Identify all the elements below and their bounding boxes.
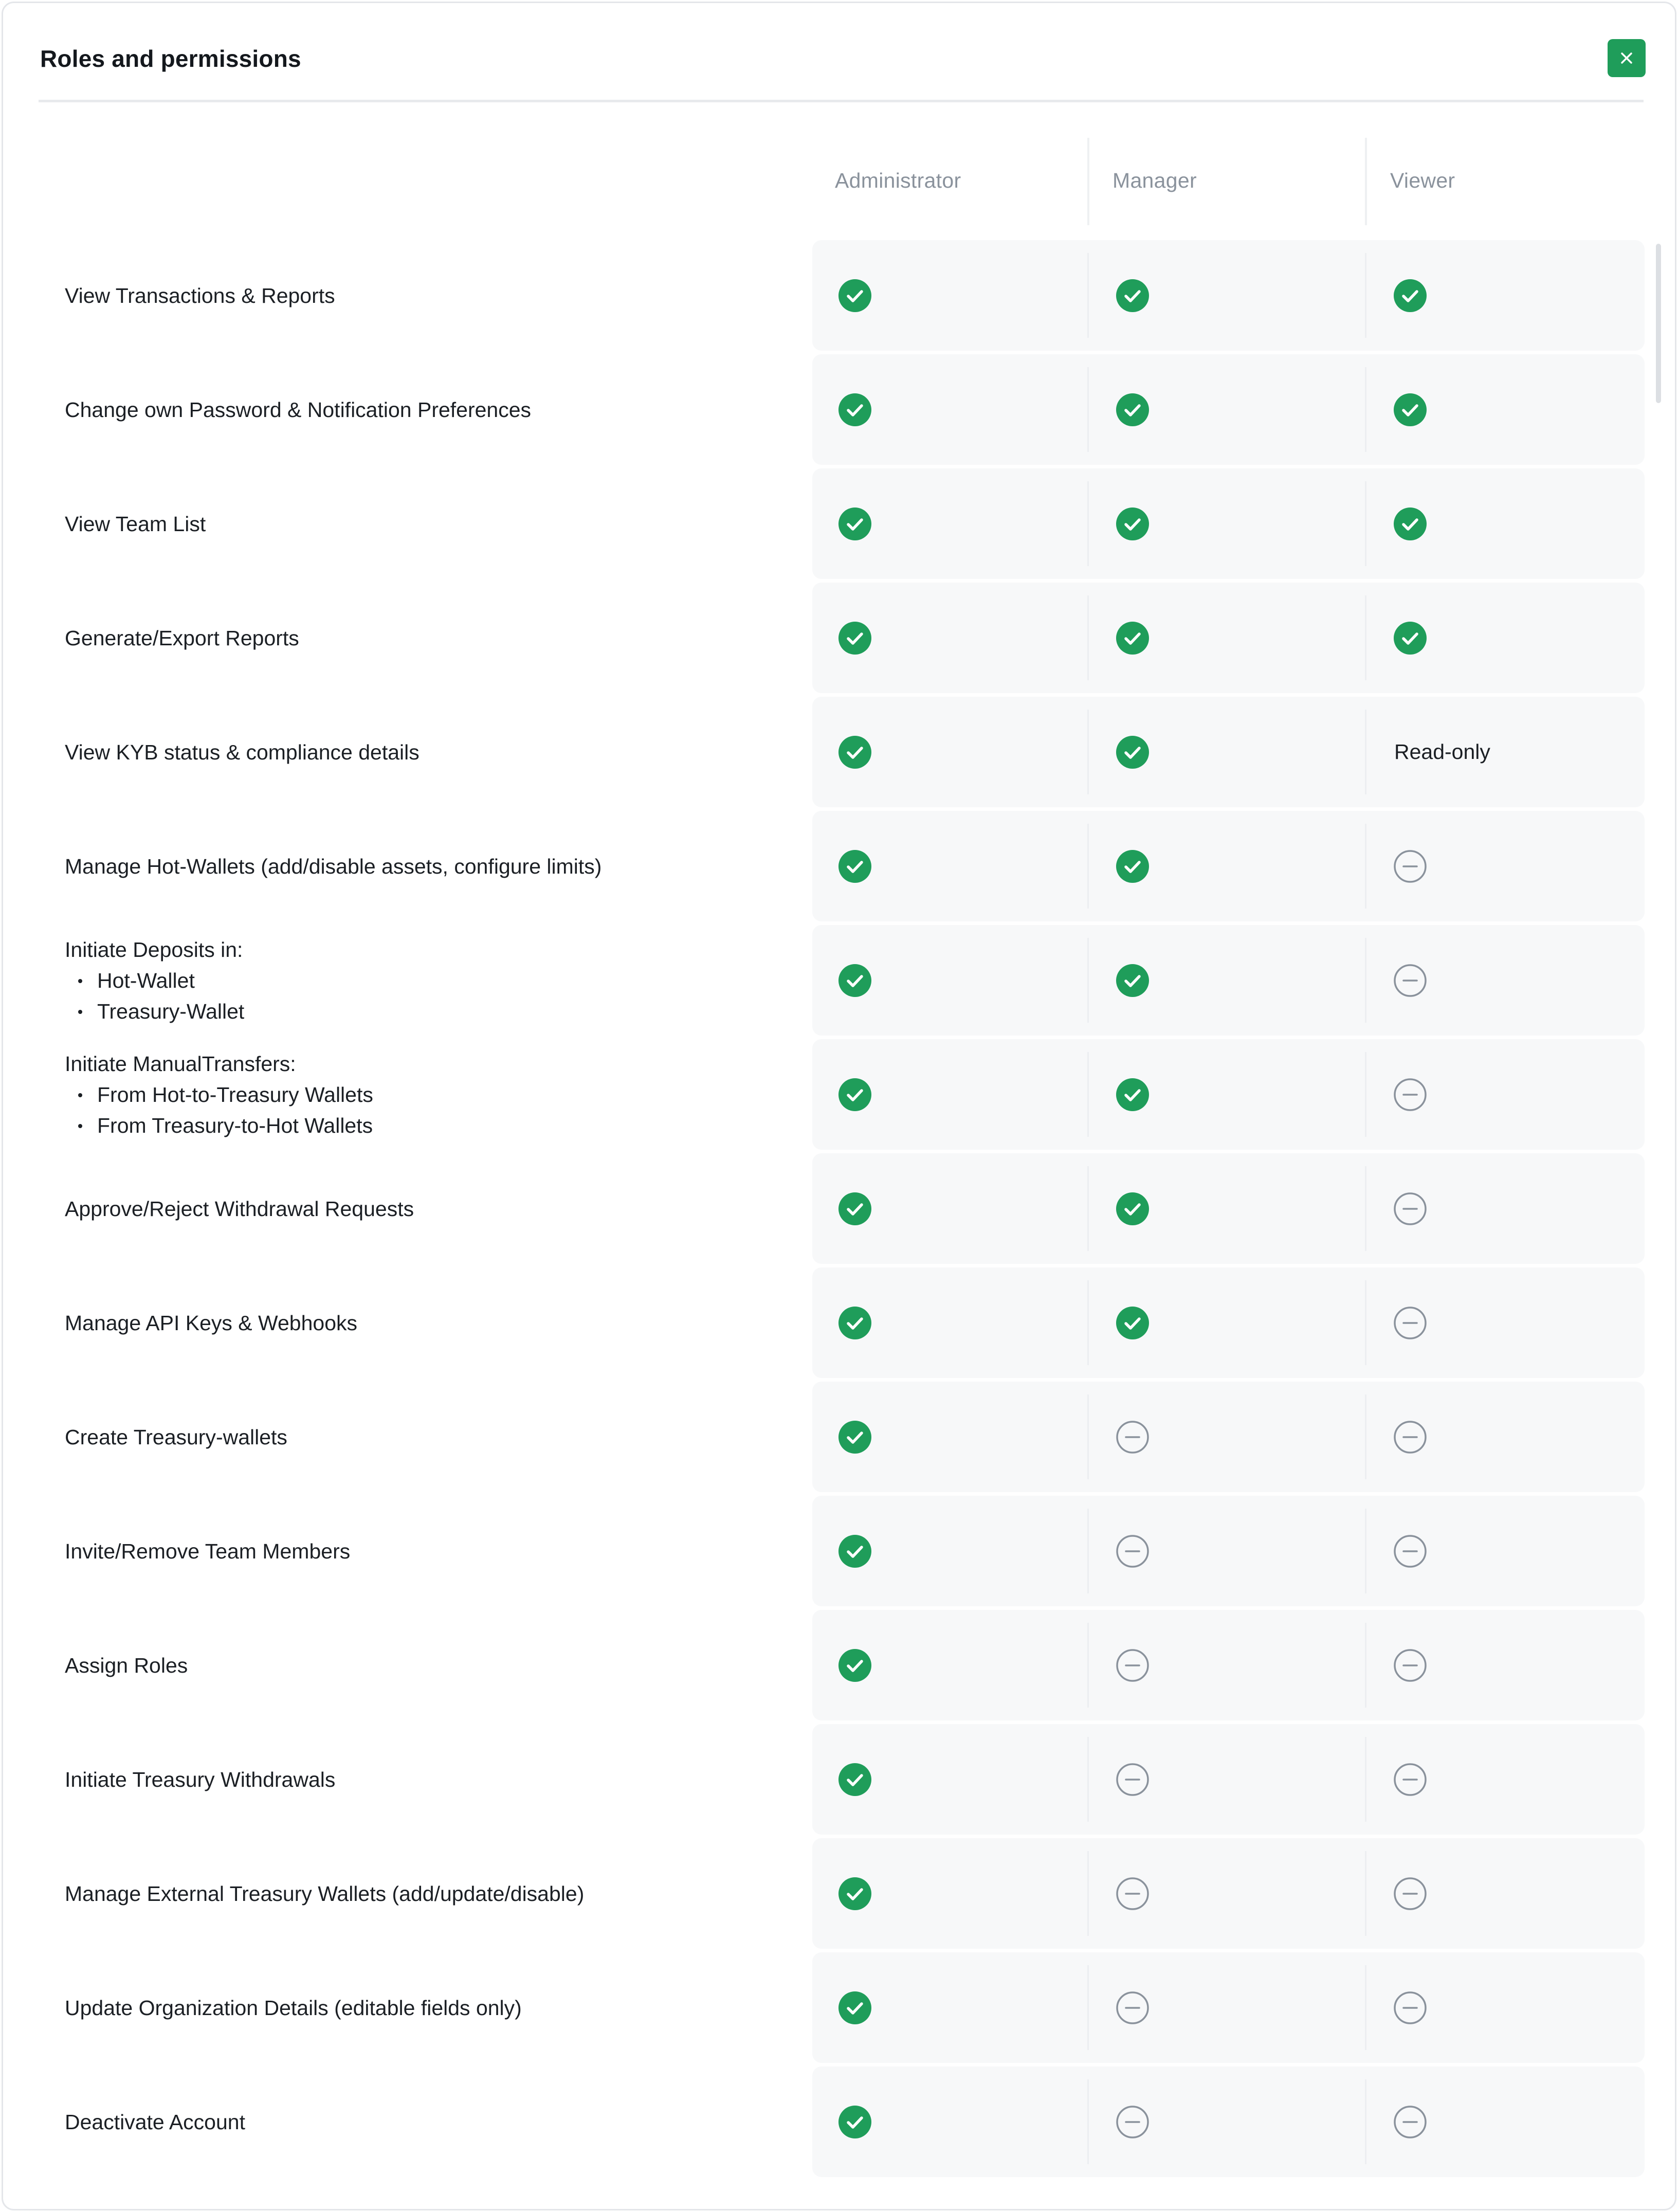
minus-circle-icon [1393, 1306, 1427, 1340]
permission-cell-manager [1116, 583, 1150, 693]
permission-cell-administrator [838, 1153, 872, 1264]
permission-cell-viewer [1393, 240, 1427, 351]
close-icon [1619, 50, 1634, 66]
permission-name: Update Organization Details (editable fields only) [65, 1996, 522, 2020]
check-circle-icon [1393, 279, 1427, 313]
permission-name: Deactivate Account [65, 2110, 245, 2134]
permission-label [65, 1952, 522, 2063]
row-background [812, 697, 1645, 807]
cell-divider [1087, 2079, 1089, 2164]
check-circle-icon [838, 735, 872, 769]
cell-divider [1365, 1509, 1366, 1593]
check-circle-icon [1393, 393, 1427, 427]
cell-divider [1365, 1280, 1366, 1365]
permission-cell-administrator [838, 583, 872, 693]
row-background [812, 468, 1645, 579]
permission-label [65, 354, 531, 465]
check-circle-icon [1116, 1078, 1150, 1112]
cell-divider [1087, 367, 1089, 452]
permission-label [65, 468, 206, 579]
permission-label [65, 1724, 335, 1835]
permission-cell-administrator [838, 1496, 872, 1606]
cell-divider [1087, 1965, 1089, 2050]
check-circle-icon [838, 1534, 872, 1568]
column-header-manager: Manager [1112, 169, 1197, 192]
permission-cell-viewer [1393, 1267, 1427, 1378]
permission-sub-item: From Hot-to-Treasury Wallets [65, 1079, 373, 1110]
minus-circle-icon [1393, 1192, 1427, 1226]
permission-cell-manager [1116, 1267, 1150, 1378]
permission-cell-manager [1116, 1039, 1150, 1150]
permission-cell-administrator [838, 811, 872, 921]
table-row [3, 811, 1676, 921]
cell-divider [1087, 824, 1089, 909]
minus-circle-icon [1393, 1420, 1427, 1454]
cell-divider [1087, 938, 1089, 1023]
check-circle-icon [1393, 621, 1427, 655]
permission-cell-manager [1116, 1153, 1150, 1264]
row-background [812, 1496, 1645, 1606]
permission-cell-viewer [1393, 811, 1427, 921]
minus-circle-icon [1393, 1877, 1427, 1911]
check-circle-icon [1116, 849, 1150, 883]
permission-cell-manager [1116, 1724, 1150, 1835]
check-circle-icon [838, 1078, 872, 1112]
minus-circle-icon [1116, 1648, 1150, 1682]
permission-label [65, 697, 419, 807]
permission-cell-manager [1116, 811, 1150, 921]
table-row [3, 354, 1676, 465]
permission-cell-administrator [838, 697, 872, 807]
permission-label [65, 2066, 245, 2177]
permission-cell-manager [1116, 1838, 1150, 1949]
permission-cell-administrator [838, 240, 872, 351]
table-row [3, 1952, 1676, 2063]
table-row [3, 1496, 1676, 1606]
cell-divider [1087, 710, 1089, 794]
cell-divider [1087, 1851, 1089, 1936]
permission-sub-item: From Treasury-to-Hot Wallets [65, 1110, 373, 1141]
check-circle-icon [1393, 507, 1427, 541]
permission-cell-administrator [838, 2066, 872, 2177]
minus-circle-icon [1116, 2105, 1150, 2139]
permission-name: Generate/Export Reports [65, 626, 299, 650]
row-background [812, 354, 1645, 465]
cell-divider [1365, 481, 1366, 566]
permission-name: Manage External Treasury Wallets (add/update/disable) [65, 1881, 585, 1906]
permission-name: Assign Roles [65, 1653, 188, 1677]
column-header-viewer: Viewer [1390, 169, 1455, 192]
check-circle-icon [1116, 735, 1150, 769]
table-row [3, 1267, 1676, 1378]
check-circle-icon [1116, 507, 1150, 541]
cell-divider [1087, 1166, 1089, 1251]
cell-divider [1087, 253, 1089, 338]
permission-cell-manager [1116, 468, 1150, 579]
check-circle-icon [838, 1648, 872, 1682]
permission-cell-viewer [1393, 2066, 1427, 2177]
cell-divider [1365, 1166, 1366, 1251]
permission-name: Change own Password & Notification Preferences [65, 397, 532, 422]
check-circle-icon [838, 1991, 872, 2025]
cell-divider [1365, 710, 1366, 794]
permission-cell-administrator [838, 1382, 872, 1492]
column-divider [1365, 138, 1367, 225]
permission-cell-manager [1116, 1382, 1150, 1492]
check-circle-icon [838, 2105, 872, 2139]
permission-cell-viewer [1393, 1724, 1427, 1835]
minus-circle-icon [1116, 1534, 1150, 1568]
permission-cell-viewer [1393, 925, 1427, 1036]
table-row [3, 1382, 1676, 1492]
permission-cell-viewer [1393, 1153, 1427, 1264]
minus-circle-icon [1393, 964, 1427, 998]
table-row [3, 583, 1676, 693]
check-circle-icon [838, 964, 872, 998]
permission-sub-item: Hot-Wallet [65, 965, 244, 996]
permission-name: Manage API Keys & Webhooks [65, 1311, 358, 1335]
permission-label [65, 1267, 357, 1378]
check-circle-icon [838, 621, 872, 655]
permission-cell-manager [1116, 1496, 1150, 1606]
permission-label [65, 583, 299, 693]
cell-divider [1365, 367, 1366, 452]
cell-divider [1365, 1737, 1366, 1822]
check-circle-icon [1116, 964, 1150, 998]
minus-circle-icon [1116, 1420, 1150, 1454]
cell-divider [1087, 1509, 1089, 1593]
cell-divider [1365, 1851, 1366, 1936]
permission-name: Initiate Treasury Withdrawals [65, 1767, 336, 1791]
permission-cell-viewer [1393, 1610, 1427, 1720]
check-circle-icon [1116, 1306, 1150, 1340]
permission-name: Initiate ManualTransfers: [65, 1051, 296, 1076]
permission-label [65, 1039, 373, 1150]
table-row [3, 1610, 1676, 1720]
cell-divider [1087, 1623, 1089, 1708]
modal-title: Roles and permissions [40, 45, 301, 72]
minus-circle-icon [1393, 1534, 1427, 1568]
row-background [812, 1153, 1645, 1264]
cell-divider [1365, 1052, 1366, 1137]
cell-divider [1087, 1280, 1089, 1365]
minus-circle-icon [1393, 1078, 1427, 1112]
cell-divider [1087, 481, 1089, 566]
check-circle-icon [838, 1877, 872, 1911]
permission-name: View Team List [65, 512, 206, 536]
check-circle-icon [838, 507, 872, 541]
check-circle-icon [838, 393, 872, 427]
permission-cell-viewer [1393, 1382, 1427, 1492]
permission-label [65, 925, 244, 1036]
table-row [3, 925, 1676, 1036]
cell-divider [1365, 938, 1366, 1023]
check-circle-icon [1116, 1192, 1150, 1226]
close-button[interactable] [1608, 39, 1646, 77]
minus-circle-icon [1116, 1991, 1150, 2025]
minus-circle-icon [1116, 1763, 1150, 1797]
permission-cell-administrator [838, 925, 872, 1036]
permission-sub-item: Treasury-Wallet [65, 996, 244, 1027]
permission-cell-manager [1116, 354, 1150, 465]
row-background [812, 1382, 1645, 1492]
check-circle-icon [1116, 393, 1150, 427]
permission-name: Invite/Remove Team Members [65, 1539, 351, 1563]
minus-circle-icon [1393, 1991, 1427, 2025]
permission-cell-manager [1116, 240, 1150, 351]
permission-cell-administrator [838, 1267, 872, 1378]
minus-circle-icon [1393, 849, 1427, 883]
cell-divider [1365, 1623, 1366, 1708]
check-circle-icon [838, 279, 872, 313]
check-circle-icon [838, 1192, 872, 1226]
permission-cell-administrator [838, 1838, 872, 1949]
row-background [812, 1952, 1645, 2063]
minus-circle-icon [1393, 2105, 1427, 2139]
permission-cell-viewer [1393, 1039, 1427, 1150]
permission-name: Manage Hot-Wallets (add/disable assets, configure limits) [65, 854, 602, 878]
permission-cell-manager [1116, 697, 1150, 807]
permission-cell-viewer [1394, 697, 1490, 807]
cell-divider [1365, 595, 1366, 680]
minus-circle-icon [1393, 1648, 1427, 1682]
permission-name: Initiate Deposits in: [65, 937, 243, 962]
permission-cell-viewer [1393, 583, 1427, 693]
cell-divider [1087, 1394, 1089, 1479]
row-background [812, 811, 1645, 921]
cell-divider [1365, 253, 1366, 338]
cell-divider [1365, 1965, 1366, 2050]
permission-cell-administrator [838, 1039, 872, 1150]
permission-label [65, 1153, 414, 1264]
permission-cell-manager [1116, 1610, 1150, 1720]
cell-divider [1365, 1394, 1366, 1479]
minus-circle-icon [1116, 1877, 1150, 1911]
table-row [3, 1153, 1676, 1264]
table-row [3, 1724, 1676, 1835]
permission-cell-manager [1116, 2066, 1150, 2177]
permission-cell-administrator [838, 468, 872, 579]
table-row [3, 240, 1676, 351]
cell-divider [1365, 2079, 1366, 2164]
column-header-administrator: Administrator [835, 169, 961, 192]
row-background [812, 1610, 1645, 1720]
check-circle-icon [838, 1306, 872, 1340]
permission-cell-viewer [1393, 468, 1427, 579]
permission-name: View Transactions & Reports [65, 283, 335, 307]
row-background [812, 583, 1645, 693]
check-circle-icon [1116, 621, 1150, 655]
row-background [812, 1267, 1645, 1378]
row-background [812, 1724, 1645, 1835]
row-background [812, 2066, 1645, 2177]
cell-divider [1087, 1737, 1089, 1822]
row-background [812, 1838, 1645, 1949]
permission-label [65, 1610, 188, 1720]
row-background [812, 925, 1645, 1036]
permission-name: View KYB status & compliance details [65, 740, 419, 764]
table-row [3, 468, 1676, 579]
permission-label [65, 1496, 350, 1606]
permission-name: Approve/Reject Withdrawal Requests [65, 1196, 414, 1221]
modal-header [39, 3, 1644, 102]
check-circle-icon [838, 1420, 872, 1454]
permission-label [65, 1838, 584, 1949]
roles-permissions-modal [2, 2, 1676, 2210]
table-row [3, 1838, 1676, 1949]
check-circle-icon [838, 1763, 872, 1797]
permission-label [65, 1382, 287, 1492]
permission-cell-manager [1116, 925, 1150, 1036]
cell-divider [1365, 824, 1366, 909]
permission-cell-administrator [838, 1952, 872, 2063]
permission-cell-manager [1116, 1952, 1150, 2063]
row-background [812, 240, 1645, 351]
permission-label [65, 240, 335, 351]
permission-cell-administrator [838, 1610, 872, 1720]
table-row [3, 1039, 1676, 1150]
permission-note: Read-only [1394, 740, 1490, 764]
column-divider [1087, 138, 1089, 225]
check-circle-icon [1116, 279, 1150, 313]
permission-cell-viewer [1393, 1838, 1427, 1949]
permission-cell-administrator [838, 1724, 872, 1835]
permission-cell-viewer [1393, 1952, 1427, 2063]
check-circle-icon [838, 849, 872, 883]
table-row [3, 2066, 1676, 2177]
minus-circle-icon [1393, 1763, 1427, 1797]
permission-cell-viewer [1393, 354, 1427, 465]
row-background [812, 1039, 1645, 1150]
cell-divider [1087, 595, 1089, 680]
permission-name: Create Treasury-wallets [65, 1425, 287, 1449]
permission-label [65, 811, 601, 921]
table-row [3, 697, 1676, 807]
permission-cell-administrator [838, 354, 872, 465]
cell-divider [1087, 1052, 1089, 1137]
permission-cell-viewer [1393, 1496, 1427, 1606]
